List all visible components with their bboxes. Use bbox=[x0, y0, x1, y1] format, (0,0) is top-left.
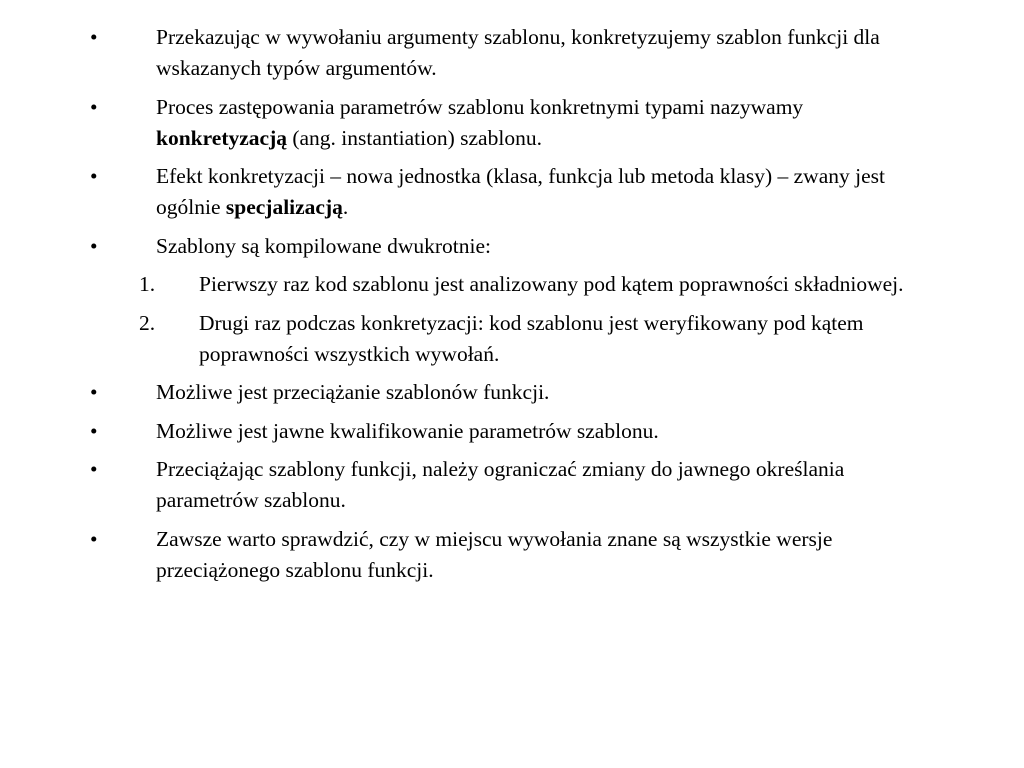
list-item bbox=[0, 454, 931, 516]
item-text: Przeciążając szablony funkcji, należy ograniczać zmiany do jawnego określania parametrów szablonu. bbox=[156, 457, 845, 512]
list-item bbox=[0, 377, 931, 408]
list-item bbox=[0, 22, 931, 84]
bullet-marker: • bbox=[90, 380, 98, 404]
bullet-marker: • bbox=[90, 457, 98, 481]
item-text: Przekazując w wywołaniu argumenty szablonu, konkretyzujemy szablon funkcji dla wskazanych typów argumentów. bbox=[156, 25, 880, 80]
list-item bbox=[0, 416, 931, 447]
slide-content bbox=[0, 22, 1024, 593]
item-text: Możliwe jest przeciążanie szablonów funkcji. bbox=[156, 380, 550, 404]
item-text: Drugi raz podczas konkretyzacji: kod szablonu jest weryfikowany pod kątem poprawności wszystkich wywołań. bbox=[199, 310, 864, 366]
item-text-after: . bbox=[342, 195, 349, 219]
bullet-marker: • bbox=[90, 418, 98, 443]
item-bold-term: specjalizacją bbox=[225, 195, 343, 219]
numbered-item bbox=[0, 308, 934, 370]
item-text: Pierwszy raz kod szablonu jest analizowany pod kątem poprawności składniowej. bbox=[199, 272, 904, 296]
list-item bbox=[0, 161, 931, 223]
item-text: Możliwe jest jawne kwalifikowanie parametrów szablonu. bbox=[156, 418, 659, 443]
list-item bbox=[0, 524, 931, 586]
numbered-item bbox=[0, 269, 934, 300]
list-item bbox=[0, 231, 931, 262]
bullet-marker: • bbox=[90, 94, 98, 119]
item-bold-term: konkretyzacją bbox=[156, 125, 287, 150]
bullet-marker: • bbox=[90, 164, 98, 188]
bullet-marker: • bbox=[90, 233, 98, 258]
bullet-marker: • bbox=[90, 526, 98, 551]
item-text: Efekt konkretyzacji – nowa jednostka (klasa, funkcja lub metoda klasy) – zwany jest ogólnie bbox=[156, 164, 885, 219]
list-item bbox=[0, 92, 931, 154]
bullet-marker: • bbox=[90, 25, 98, 49]
item-text: Proces zastępowania parametrów szablonu konkretnymi typami nazywamy bbox=[156, 94, 804, 119]
number-marker: 2. bbox=[139, 310, 156, 335]
item-text: Zawsze warto sprawdzić, czy w miejscu wywołania znane są wszystkie wersje przeciążonego szablonu funkcji. bbox=[156, 526, 833, 582]
item-text-after: (ang. instantiation) szablonu. bbox=[286, 125, 542, 150]
item-text: Szablony są kompilowane dwukrotnie: bbox=[156, 233, 491, 258]
number-marker: 1. bbox=[139, 272, 156, 296]
